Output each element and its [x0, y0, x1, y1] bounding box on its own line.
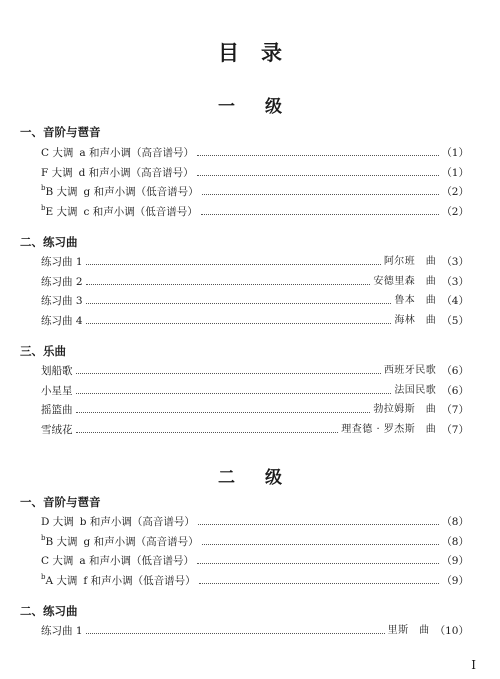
- page-ref: （4）: [441, 295, 469, 307]
- entry-label: $^b$B 大调 g 和声小调（高音谱号）: [41, 534, 199, 548]
- leader-dots: [76, 373, 381, 374]
- page-ref: （1）: [441, 167, 469, 179]
- page-ref: （5）: [441, 315, 469, 327]
- entry-title: 练习曲 3: [41, 295, 83, 307]
- page-ref: （9）: [441, 575, 469, 587]
- leader-dots: [86, 633, 385, 634]
- composer: 法国民歌: [394, 385, 437, 396]
- leader-dots: [202, 194, 440, 195]
- page-ref: （10）: [434, 625, 469, 637]
- leader-dots: [86, 284, 371, 285]
- entry-label: D 大调 b 和声小调（高音谱号）: [41, 516, 195, 528]
- page-ref: （2）: [441, 186, 469, 198]
- page-ref: （2）: [441, 206, 469, 218]
- toc-entry[interactable]: [41, 292, 469, 308]
- toc-entry[interactable]: [41, 552, 469, 568]
- composer: 海林 曲: [394, 315, 437, 326]
- toc-entry[interactable]: [41, 513, 469, 529]
- entry-title: 小星星: [41, 385, 73, 397]
- leader-dots: [86, 303, 392, 304]
- toc-entry[interactable]: [41, 622, 469, 638]
- page-number: I: [471, 658, 476, 672]
- section-heading: 一、音阶与琶音: [20, 125, 101, 139]
- composer: 鲁本 曲: [394, 295, 437, 306]
- page-ref: （6）: [441, 365, 469, 377]
- composer: 勃拉姆斯 曲: [373, 404, 437, 415]
- entry-title: 摇篮曲: [41, 404, 73, 416]
- composer: 西班牙民歌: [383, 365, 437, 376]
- entry-title: 练习曲 4: [41, 315, 83, 327]
- leader-dots: [202, 544, 440, 545]
- page-ref: （6）: [441, 385, 469, 397]
- page-ref: （7）: [441, 404, 469, 416]
- page-ref: （8）: [441, 536, 469, 548]
- toc-entry[interactable]: [41, 362, 469, 378]
- page-ref: （8）: [441, 516, 469, 528]
- level-heading-1: 一级: [218, 97, 312, 117]
- section-heading: 二、练习曲: [20, 604, 78, 618]
- toc-entry[interactable]: [41, 401, 469, 417]
- leader-dots: [198, 524, 439, 525]
- toc-entry[interactable]: [41, 382, 469, 398]
- toc-entry[interactable]: [41, 164, 469, 180]
- composer: 阿尔班 曲: [383, 256, 437, 267]
- page-ref: （3）: [441, 276, 469, 288]
- page-ref: （1）: [441, 147, 469, 159]
- page-ref: （9）: [441, 555, 469, 567]
- leader-dots: [76, 393, 392, 394]
- section-heading: 二、练习曲: [20, 235, 78, 249]
- toc-entry[interactable]: [41, 203, 469, 219]
- entry-label: F 大调 d 和声小调（高音谱号）: [41, 167, 194, 179]
- composer: 里斯 曲: [387, 625, 430, 636]
- leader-dots: [199, 583, 440, 584]
- toc-entry[interactable]: [41, 253, 469, 269]
- leader-dots: [76, 432, 339, 433]
- entry-label: $^b$B 大调 g 和声小调（低音谱号）: [41, 184, 199, 198]
- toc-entry[interactable]: [41, 273, 469, 289]
- entry-label: $^b$E 大调 c 和声小调（低音谱号）: [41, 204, 198, 218]
- page-ref: （7）: [441, 424, 469, 436]
- section-heading: 一、音阶与琶音: [20, 495, 101, 509]
- entry-title: 练习曲 2: [41, 276, 83, 288]
- page-title: 目录: [218, 41, 304, 65]
- entry-title: 雪绒花: [41, 424, 73, 436]
- entry-label: C 大调 a 和声小调（低音谱号）: [41, 555, 194, 567]
- leader-dots: [197, 155, 439, 156]
- leader-dots: [76, 412, 371, 413]
- toc-entry[interactable]: [41, 421, 469, 437]
- toc-entry[interactable]: [41, 572, 469, 588]
- toc-entry[interactable]: [41, 183, 469, 199]
- toc-entry[interactable]: [41, 533, 469, 549]
- toc-entry[interactable]: [41, 312, 469, 328]
- entry-label: C 大调 a 和声小调（高音谱号）: [41, 147, 194, 159]
- entry-title: 练习曲 1: [41, 256, 83, 268]
- leader-dots: [201, 214, 440, 215]
- leader-dots: [197, 563, 439, 564]
- leader-dots: [86, 264, 381, 265]
- entry-label: $^b$A 大调 f 和声小调（低音谱号）: [41, 573, 196, 587]
- composer: 理查德 · 罗杰斯 曲: [341, 424, 437, 435]
- leader-dots: [86, 323, 392, 324]
- composer: 安德里森 曲: [373, 276, 437, 287]
- entry-title: 练习曲 1: [41, 625, 83, 637]
- page-ref: （3）: [441, 256, 469, 268]
- section-heading: 三、乐曲: [20, 344, 66, 358]
- level-heading-2: 二级: [218, 468, 312, 488]
- entry-title: 划船歌: [41, 365, 73, 377]
- toc-entry[interactable]: [41, 144, 469, 160]
- leader-dots: [197, 175, 440, 176]
